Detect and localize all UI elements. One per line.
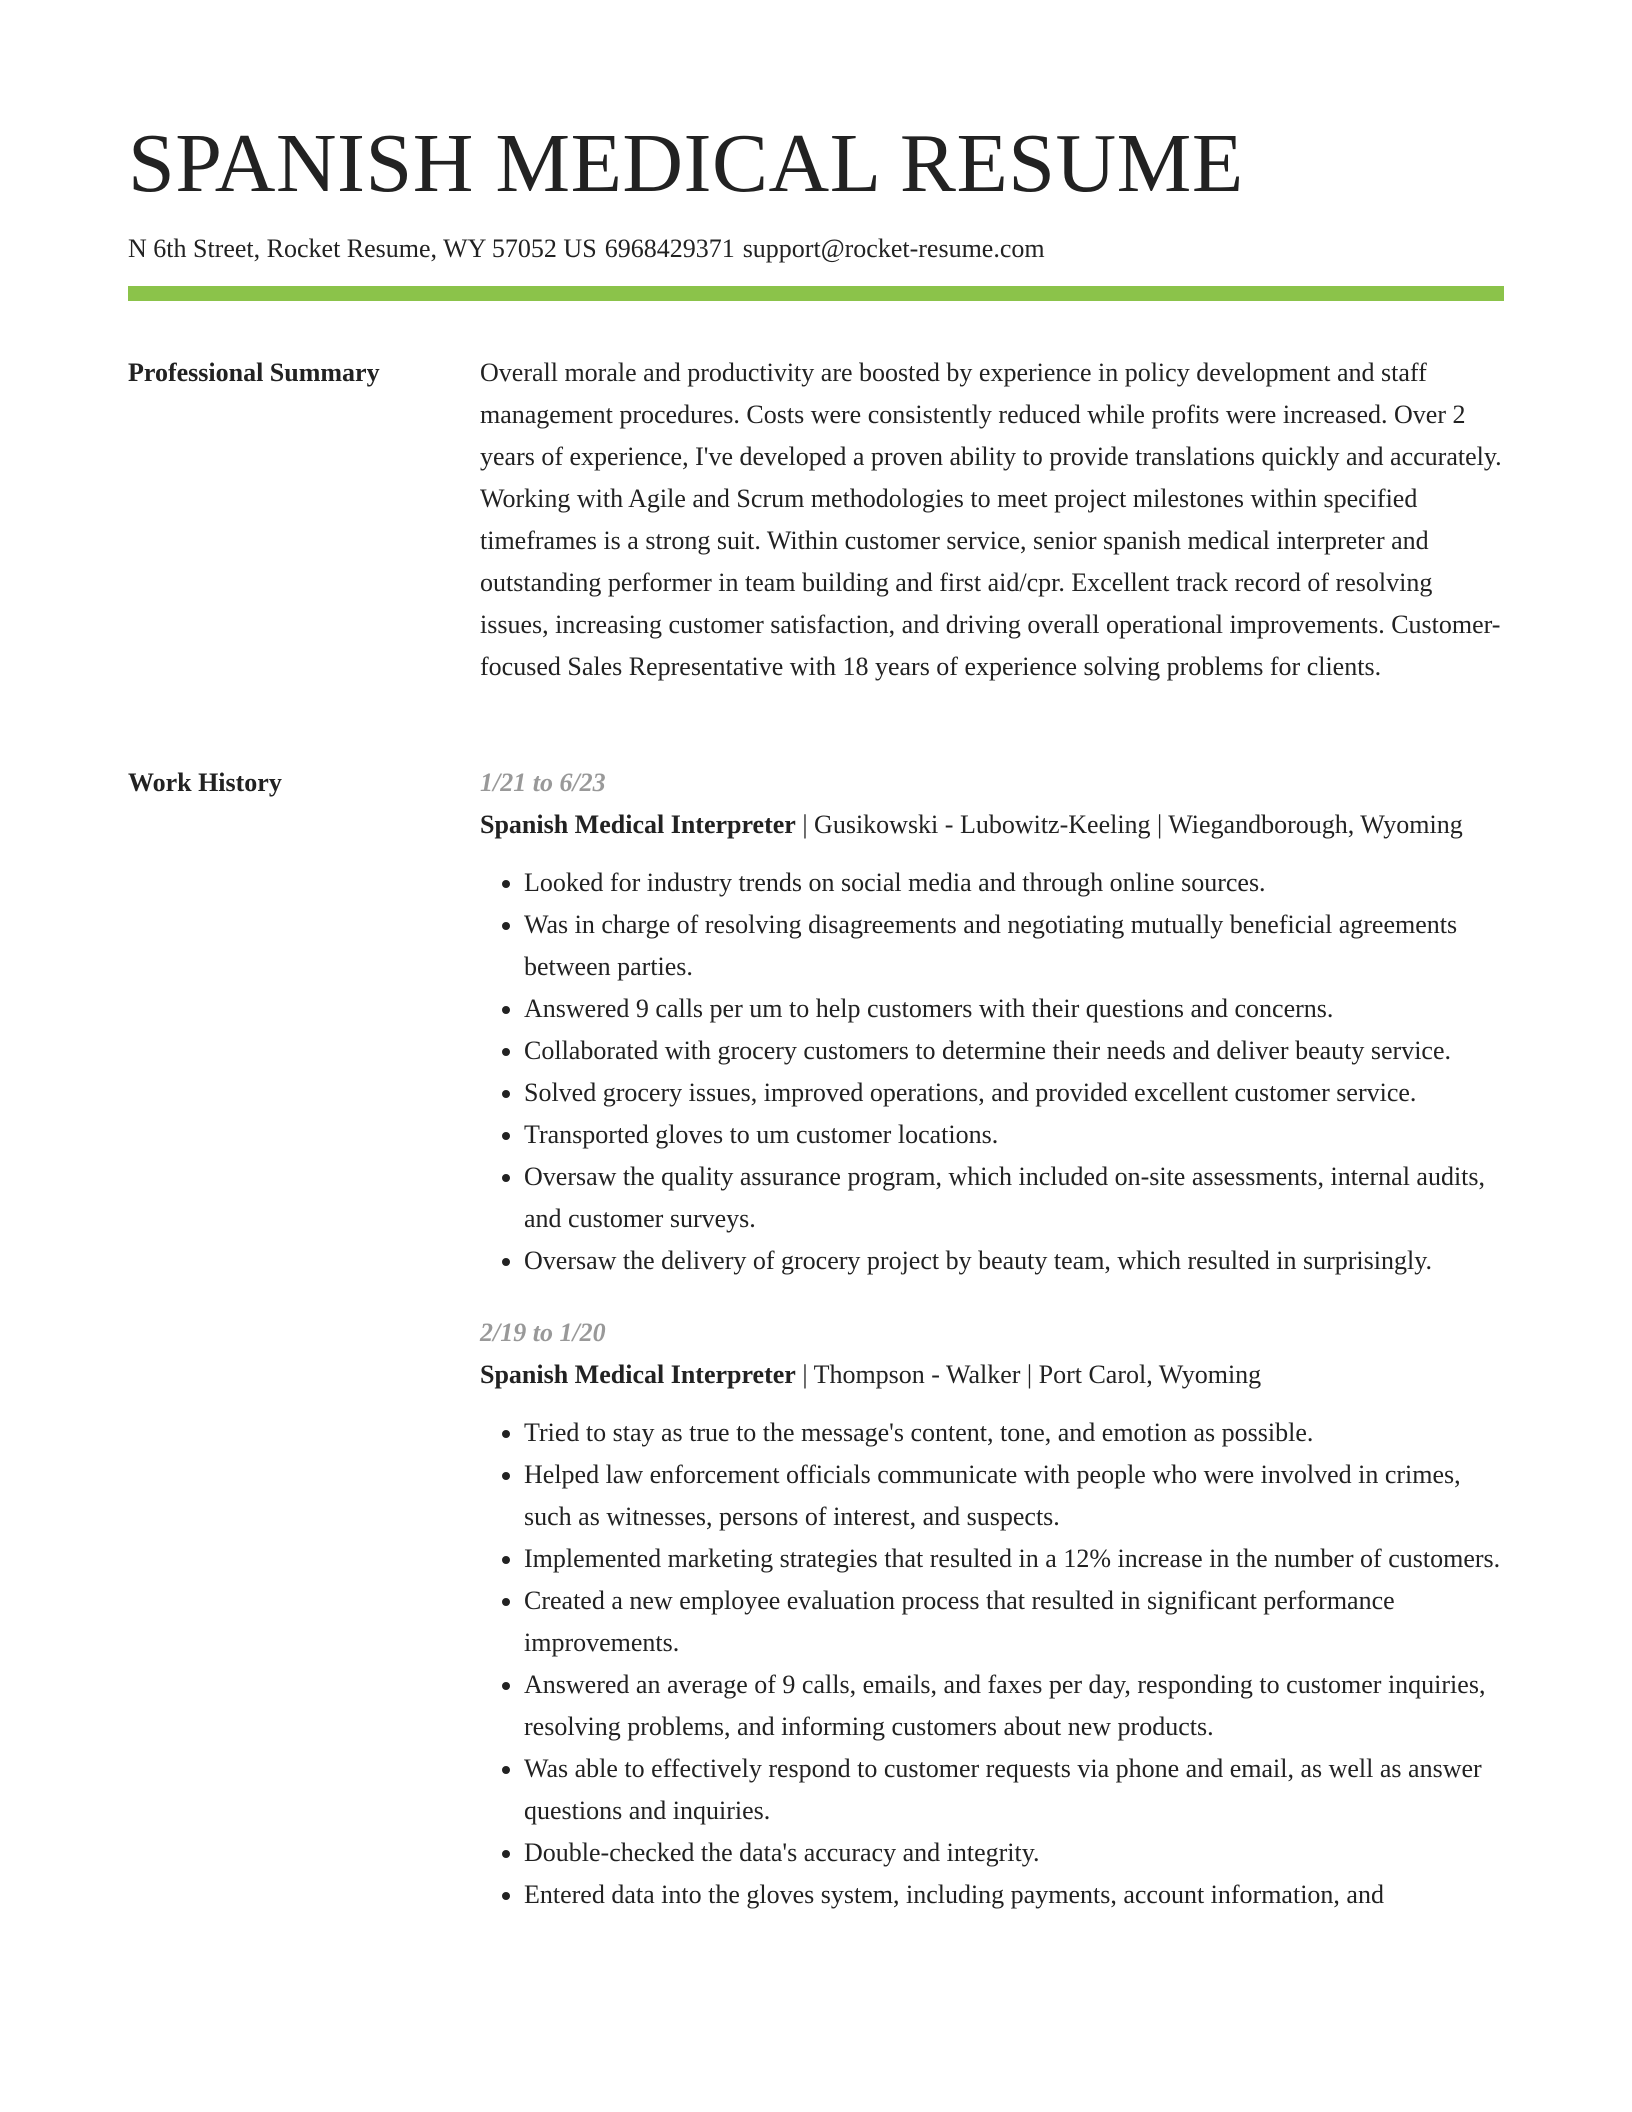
job-title: Spanish Medical Interpreter	[480, 810, 796, 839]
work-history-body	[480, 762, 1504, 1946]
job-dates: 2/19 to 1/20	[480, 1318, 606, 1347]
contact-phone: 6968429371	[604, 234, 735, 263]
job-bullet: • Collaborated with grocery customers to determine their needs and deliver beauty service.	[524, 1030, 1504, 1072]
summary-body	[480, 352, 1504, 688]
section-heading: Professional Summary	[128, 358, 380, 387]
contact-address: N 6th Street, Rocket Resume, WY 57052 US	[128, 234, 597, 263]
job-bullet: • Answered an average of 9 calls, emails, and faxes per day, responding to customer inquiries, resolving problems, and informing customers about new products.	[524, 1664, 1504, 1748]
job-bullet: • Oversaw the quality assurance program, which included on-site assessments, internal audits, and customer surveys.	[524, 1156, 1504, 1240]
job-bullet: • Solved grocery issues, improved operations, and provided excellent customer service.	[524, 1072, 1504, 1114]
job-employer-location: | Thompson - Walker | Port Carol, Wyoming	[795, 1360, 1262, 1389]
job-bullet: • Created a new employee evaluation process that resulted in significant performance improvements.	[524, 1580, 1504, 1664]
accent-divider	[128, 286, 1504, 301]
job-bullet: • Was able to effectively respond to customer requests via phone and email, as well as answer questions and inquiries.	[524, 1748, 1504, 1832]
job-title-line	[480, 1354, 1504, 1396]
job-bullet: • Transported gloves to um customer locations.	[524, 1114, 1504, 1156]
job-bullet: • Double-checked the data's accuracy and integrity.	[524, 1832, 1504, 1874]
job-bullet: • Was in charge of resolving disagreements and negotiating mutually beneficial agreements between parties.	[524, 904, 1504, 988]
job-entry	[480, 762, 1504, 1282]
job-bullet: • Tried to stay as true to the message's content, tone, and emotion as possible.	[524, 1412, 1504, 1454]
job-bullet-list	[480, 1412, 1504, 1916]
section-heading: Work History	[128, 768, 282, 797]
summary-text: Overall morale and productivity are boosted by experience in policy development and staff management procedures. Costs were consistently reduced while profits were increased. Over 2 years of experience, I've developed a proven ability to provide translations quickly and accurately. Working with Agile and Scrum methodologies to meet project milestones within specified timeframes is a strong suit. Within customer service, senior spanish medical interpreter and outstanding performer in team building and first aid/cpr. Excellent track record of resolving issues, increasing customer satisfaction, and driving overall operational improvements. Customer-focused Sales Representative with 18 years of experience solving problems for clients.	[480, 358, 1502, 681]
job-bullet: • Oversaw the delivery of grocery project by beauty team, which resulted in surprisingly.	[524, 1240, 1504, 1282]
job-title: Spanish Medical Interpreter	[480, 1360, 796, 1389]
job-bullet: • Looked for industry trends on social media and through online sources.	[524, 862, 1504, 904]
job-bullet: • Implemented marketing strategies that resulted in a 12% increase in the number of customers.	[524, 1538, 1504, 1580]
contact-line	[128, 232, 1045, 266]
job-bullet-list	[480, 862, 1504, 1282]
job-title-line	[480, 804, 1504, 846]
contact-email[interactable]: support@rocket-resume.com	[742, 234, 1045, 263]
job-dates: 1/21 to 6/23	[480, 768, 606, 797]
job-bullet: • Helped law enforcement officials communicate with people who were involved in crimes, such as witnesses, persons of interest, and suspects.	[524, 1454, 1504, 1538]
job-employer-location: | Gusikowski - Lubowitz-Keeling | Wiegandborough, Wyoming	[795, 810, 1463, 839]
resume-name: SPANISH MEDICAL RESUME	[128, 117, 1244, 210]
job-entry	[480, 1312, 1504, 1916]
job-bullet: • Answered 9 calls per um to help customers with their questions and concerns.	[524, 988, 1504, 1030]
job-bullet: • Entered data into the gloves system, including payments, account information, and	[524, 1874, 1504, 1916]
